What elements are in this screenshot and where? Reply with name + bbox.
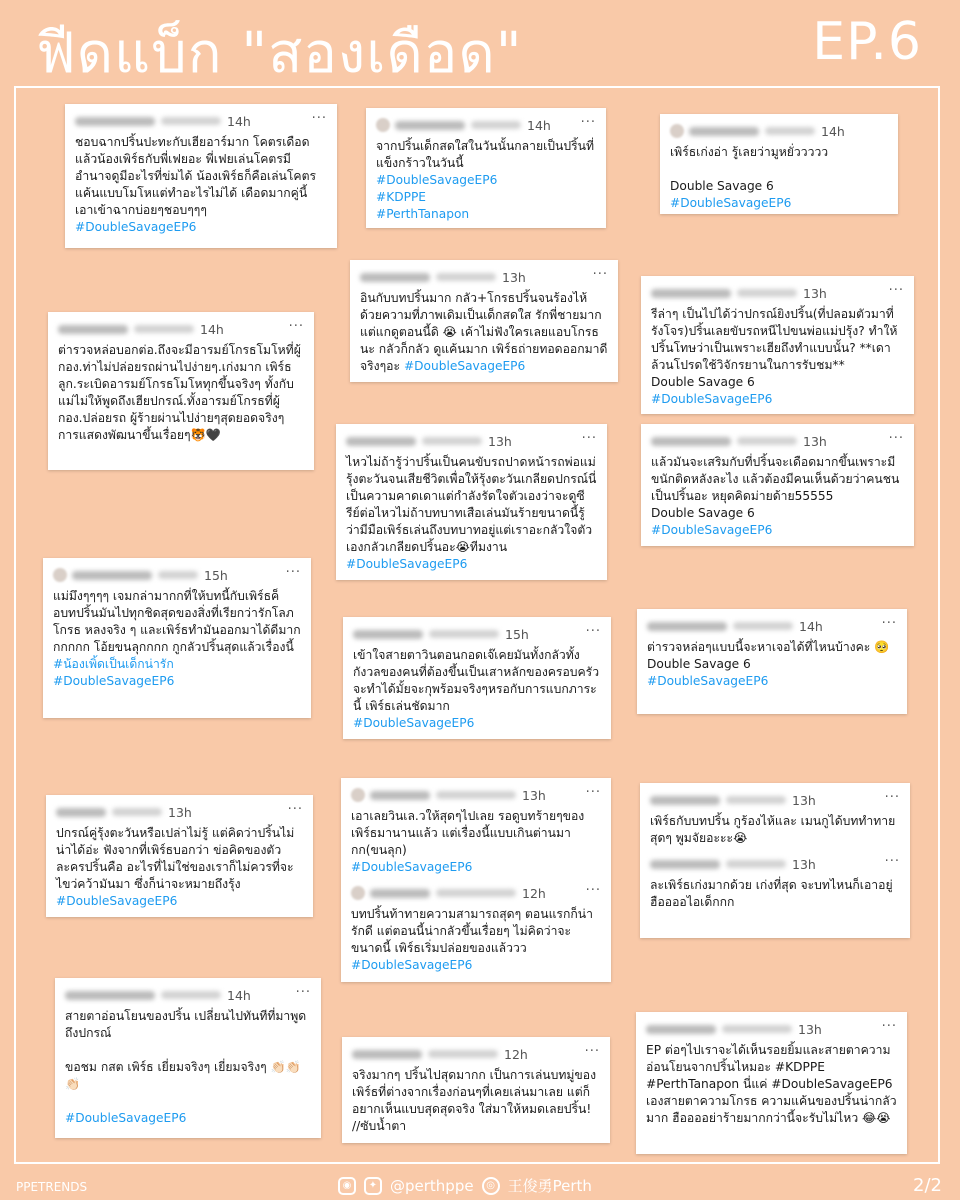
episode-label: EP.6 <box>812 12 922 72</box>
avatar <box>670 124 684 138</box>
tweet-header <box>646 1020 897 1038</box>
source-label: PPETRENDS <box>16 1180 88 1194</box>
tweet-card[interactable] <box>343 617 611 739</box>
blurred-username <box>65 991 155 1000</box>
tweet-text: แม่มึงๆๆๆๆ เจมกล่ามากกที่ให้บทนี้กับเพิร์ธค็อบทปริ้นมันไปทุกชิดสุดของสิ่งที่เรียกว่ารักโลภ โกรธ หลงจริง ๆ และเพิร์ธทำมันออกมาได้ดีมากกกกกก โอ้ยขนลุกกกก กูกลัวปริ้นสุดแล้วเรื่องนี้ <box>53 589 301 654</box>
tweet-text: เข้าใจสายตาวินตอนกอดเจ๊เคยมันทั้งกลัวทั้งกังวลของคนที่ต้องขึ้นเป็นเสาหลักของครอบครัว จะทำได้มั้ยจะกุพร้อมจริงๆหรอกับการแบกภาระนี้ เพิร์ธเล่นชัดมาก <box>353 648 600 713</box>
blurred-handle <box>737 437 797 445</box>
tweet-text: จริงมากๆ ปริ้นไปสุดมากก เป็นการเล่นบทมู่ของเพิร์ธที่ต่างจากเรื่องก่อนๆที่เคยเล่นมาเลย แต่ก็อยากเห็นแบบสุดสุดจริง ใส่มาให้หมดเลยปริ้น! //ซับน้ำตา <box>352 1068 597 1133</box>
tweet-hashtags[interactable]: #DoubleSavageEP6 <box>346 557 468 571</box>
tweet-header <box>53 566 301 584</box>
tweet-text: ปกรณ์คู่รุ้งตะวันหรือเปล่าไม่รู้ แต่คิดว่าปริ้นไม่น่าได้อ่ะ ฟังจากที่เพิร์ธบอกว่า ข่อคิดของตัวละครปริ้นคือ อะไรที่ไม่ใช่ของเราก็ไม่ควรที่จะไขว่คว้ามันมา ซึ่งก็น่าจะหมายถึงรุ้ง <box>56 826 295 891</box>
instagram-icon[interactable]: ◉ <box>338 1177 356 1195</box>
tweet-hashtags[interactable]: #DoubleSavageEP6 <box>403 359 526 373</box>
tweet-header <box>376 116 596 134</box>
tweet-time: 13h <box>803 285 827 301</box>
blurred-username <box>346 437 416 446</box>
tweet-card[interactable] <box>660 114 898 214</box>
tweet-time: 13h <box>522 787 546 803</box>
tweet-header <box>75 112 327 130</box>
blurred-handle <box>429 630 499 638</box>
blurred-handle <box>765 127 815 135</box>
blurred-username <box>352 1050 422 1059</box>
tweet-header <box>651 284 904 302</box>
blurred-handle <box>436 273 496 281</box>
more-options-icon[interactable]: ··· <box>311 111 327 126</box>
tweet-text: บทปริ้นท้าทายความสามารถสุดๆ ตอนแรกก็น่ารักดี แต่ตอนนี้น่ากลัวขึ้นเรื่อยๆ ไม่คิดว่าจะขนาดนี้ เพิร์ธเริ่มปล่อยของแล้ววว <box>351 907 593 955</box>
tweet-text: ละเพิร์ธเก่งมากด้วย เก่งที่สุด จะบทไหนก็เอาอยู่ ฮืออออไอเด็กกก <box>650 878 893 909</box>
tweet-card[interactable] <box>641 424 914 546</box>
tweet-time: 13h <box>168 804 192 820</box>
blurred-username <box>651 437 731 446</box>
tweet-card[interactable] <box>48 312 314 470</box>
tweet-card[interactable] <box>46 795 313 917</box>
more-options-icon[interactable]: ··· <box>585 624 601 639</box>
tweet-header <box>647 617 897 635</box>
blurred-handle <box>471 121 521 129</box>
tweet-time: 14h <box>821 123 845 139</box>
tweet-hashtags[interactable]: #DoubleSavageEP6 <box>56 894 178 908</box>
tweet-time: 13h <box>792 856 816 872</box>
more-options-icon[interactable]: ··· <box>581 431 597 446</box>
blurred-handle <box>428 1050 498 1058</box>
more-options-icon[interactable]: ··· <box>888 431 904 446</box>
avatar <box>53 568 67 582</box>
tweet-text: เพิร์ธกับบทปริ้น กูร้องไห้และ เมนกูได้บททำทายสุดๆ พูมจัยอะะะ😭 <box>650 814 896 845</box>
tweet-time: 14h <box>227 987 251 1003</box>
page-number: 2/2 <box>913 1175 942 1196</box>
more-options-icon[interactable]: ··· <box>584 1044 600 1059</box>
tweet-hashtags[interactable]: #DoubleSavageEP6 <box>353 716 475 730</box>
tweet-card[interactable] <box>43 558 311 718</box>
more-options-icon[interactable]: ··· <box>881 616 897 631</box>
tweet-card[interactable] <box>366 108 606 228</box>
tweet-hashtags[interactable]: #DoubleSavageEP6 <box>651 392 773 406</box>
tweet-time: 13h <box>502 269 526 285</box>
tweet-time: 13h <box>803 433 827 449</box>
blurred-username <box>650 860 720 869</box>
tweet-time: 13h <box>488 433 512 449</box>
blurred-username <box>360 273 430 282</box>
tweet-text: จากปริ้นเด็กสดใสในวันนั้นกลายเป็นปริ้นที่แข็งกร้าวในวันนี้ <box>376 139 595 170</box>
tweet-time: 14h <box>227 113 251 129</box>
avatar <box>351 788 365 802</box>
tweet-text: สายตาอ่อนโยนของปริ้น เปลี่ยนไปทันทีที่มาพูดถึงปกรณ์ ขอชม กสต เพิร์ธ เยี่ยมจริงๆ เยี่ยมจริงๆ 👏🏻👏🏻👏🏻 <box>65 1009 307 1091</box>
weibo-handle[interactable]: 王俊勇Perth <box>507 1177 592 1195</box>
tweet-header <box>650 855 900 873</box>
tweet-header <box>351 786 601 804</box>
tweet-hashtags[interactable]: #DoubleSavageEP6 <box>75 220 197 234</box>
weibo-icon[interactable]: ◎ <box>482 1177 500 1195</box>
blurred-username <box>647 622 727 631</box>
blurred-handle <box>733 622 793 630</box>
tweet-card[interactable] <box>640 783 910 938</box>
tweet-header <box>352 1045 600 1063</box>
tweet-card[interactable] <box>636 1012 907 1154</box>
tweet-card[interactable] <box>350 260 618 382</box>
tweet-text: รีล่าๆ เป็นไปได้ว่าปกรณ์ยิงปริ้น(ที่ปลอมตัวมาที่รังโจร)ปริ้นเลยขับรถหนีไปขนพ่อแม่ปรุ้ง? ทำให้ปริ้นโทษว่าเป็นเพราะเฮียถึงทำแบบนั้น? **เดาล้วนโปรดใช้วิจักรยานในการรับชม** Double Savage 6 <box>651 307 898 389</box>
tweet-text: ไหวไม่ถ้ารู้ว่าปริ้นเป็นคนขับรถปาดหน้ารถพ่อแม่รุ้งตะวันจนเสียชีวิตเพื่อให้รุ้งตะวันเกลียดปกรณ์นี่เป็นความคาดเดาแต่กำลังรัดใจตัวเองว่าจะดูซีรีย์ต่อไหวไม่ถ้าบทบาทเสือเล่นมันร้ายขนาดนี้รู้ว่ามีมือเพิร์ธเล่นถึงบทบาทอยู่แต่เราอะกลัวใจตัวเองกลัวเกลียดปริ้นอะ😭ทีมงาน <box>346 455 597 554</box>
page-title: ฟีดแบ็ก "สองเดือด" <box>36 21 523 86</box>
blurred-username <box>689 127 759 136</box>
blurred-handle <box>161 117 221 125</box>
tweet-hashtags[interactable]: #DoubleSavageEP6 <box>651 523 773 537</box>
tweet-header <box>351 884 601 902</box>
social-handles <box>338 1175 592 1196</box>
blurred-username <box>395 121 465 130</box>
blurred-username <box>72 571 152 580</box>
tweet-time: 14h <box>200 321 224 337</box>
blurred-username <box>646 1025 716 1034</box>
more-options-icon[interactable]: ··· <box>585 883 601 898</box>
tweet-header <box>56 803 303 821</box>
more-options-icon[interactable]: ··· <box>585 785 601 800</box>
tweet-header <box>670 122 888 140</box>
tweet-text: ต่ารวจหล่อๆแบบนี้จะหาเจอได้ที่ไหนบ้างคะ 🥺 Double Savage 6 <box>647 640 890 671</box>
blurred-handle <box>737 289 797 297</box>
blurred-username <box>650 796 720 805</box>
more-options-icon[interactable]: ··· <box>592 267 608 282</box>
avatar <box>376 118 390 132</box>
blurred-handle <box>436 889 516 897</box>
tweet-card[interactable] <box>341 778 611 982</box>
more-options-icon[interactable]: ··· <box>884 790 900 805</box>
tweet-card[interactable] <box>342 1037 610 1143</box>
tweet-hashtags[interactable]: #DoubleSavageEP6 <box>65 1111 187 1125</box>
tweet-time: 14h <box>799 618 823 634</box>
more-options-icon[interactable]: ··· <box>285 565 301 580</box>
more-options-icon[interactable]: ··· <box>884 854 900 869</box>
blurred-handle <box>112 808 162 816</box>
tweet-header <box>360 268 608 286</box>
tweet-time: 12h <box>504 1046 528 1062</box>
more-options-icon[interactable]: ··· <box>295 985 311 1000</box>
tweet-hashtags[interactable]: #DoubleSavageEP6 #KDPPE #PerthTanapon <box>376 173 498 221</box>
twitter-handle[interactable]: @perthppe <box>390 1176 474 1195</box>
tweet-time: 13h <box>792 792 816 808</box>
tweet-header <box>58 320 304 338</box>
blurred-username <box>370 791 430 800</box>
tweet-time: 15h <box>505 626 529 642</box>
tweet-header <box>650 791 900 809</box>
tweet-card[interactable] <box>637 609 907 714</box>
tweet-text: เพิร์ธเก่งอ่า รู้เลยว่ามูหยั่ววววว Double Savage 6 <box>670 145 829 193</box>
blurred-username <box>75 117 155 126</box>
tweet-text: แล้วมันจะเสริมกับที่ปริ้นจะเดือดมากขึ้นเพราะมีขนักติดหลังละไง แล้วต้องมีคนเห็นด้วยว่าคนชนเป็นปริ้นอะ หยุดคิดม่ายด้าย55555 Double Savage 6 <box>651 455 900 520</box>
tweet-header <box>346 432 597 450</box>
more-options-icon[interactable]: ··· <box>888 283 904 298</box>
tweet-card[interactable] <box>336 424 607 580</box>
more-options-icon[interactable]: ··· <box>580 115 596 130</box>
tweet-hashtags[interactable]: #DoubleSavageEP6 <box>351 860 473 874</box>
tweet-text: อินกับบทปริ้นมาก กลัว+โกรธปริ้นจนร้องไห้ ด้วยความที่ภาพเดิมเป็นเด็กสดใส รักพี่ชายมาก แต่แกดูตอนนี้ดิ 😭 เค้าไม่ฟังใครเลยแอบโกรธนะ กลัวก็กลัว ดูแค้นมาก เพิร์ธถ่ายทอดออกมาดีจริงๆอะ #DoubleSavageEP6 <box>360 291 608 373</box>
blurred-handle <box>726 796 786 804</box>
tweet-card[interactable] <box>65 104 337 248</box>
twitter-icon[interactable]: ✦ <box>364 1177 382 1195</box>
tweet-time: 15h <box>204 567 228 583</box>
tweet-header <box>651 432 904 450</box>
tweet-hashtags[interactable]: #DoubleSavageEP6 <box>647 674 769 688</box>
tweet-time: 13h <box>798 1021 822 1037</box>
tweet-time: 14h <box>527 117 551 133</box>
more-options-icon[interactable]: ··· <box>288 319 304 334</box>
blurred-handle <box>422 437 482 445</box>
tweet-text: เอาเลยวินเล.วให้สุดๆไปเลย รอดูบทร้ายๆของเพิร์ธมานานแล้ว แต่เรื่องนี้แบบเกินต่านมากก(ขนลุก) <box>351 809 585 857</box>
tweet-hashtags[interactable]: #น้องเพิ้ดเป็นเด็กน่ารัก #DoubleSavageEP6 <box>53 657 175 688</box>
avatar <box>351 886 365 900</box>
tweet-header <box>65 986 311 1004</box>
tweet-text: ต่ารวจหล่อบอกต่อ.ถึงจะมีอารมย์โกรธโมโหที่ผู้กอง.ท่าไม่ปล่อยรถผ่านไปง่ายๆ.เก่งมาก เพิร์ธลูก.ระเบิดอารมย์โกรธโมโหทุกขึ้นจริงๆ ทั้งกับแม่ไม่ให้พูดถึงเฮียปกรณ์.ทั้งอารมย์โกรธที่ผู้กอง.ปล่อยรถ ผู้ร้ายผ่านไปง่ายๆสุดยอดจริงๆการแสดงพัฒนาขึ้นเรื่อยๆ🐯🖤 <box>58 343 301 442</box>
blurred-handle <box>158 571 198 579</box>
blurred-username <box>370 889 430 898</box>
blurred-handle <box>726 860 786 868</box>
tweet-card[interactable] <box>55 978 321 1138</box>
blurred-username <box>58 325 128 334</box>
tweet-text: EP ต่อๆไปเราจะได้เห็นรอยยิ้มและสายตาความอ่อนโยนจากปริ้นไหมอะ #KDPPE #PerthTanapon นี่แค่ #DoubleSavageEP6 เองสายตาความโกรธ ความแค้นของปริ้นน่ากลัวมาก ฮืออออย่าร้ายมากกว่านี้จะรับไม่ไหว 😂😭 <box>646 1043 897 1125</box>
blurred-username <box>353 630 423 639</box>
tweet-text: ชอบฉากปริ้นปะทะกับเฮียอาร์มาก โคตรเดือด แล้วน้องเพิร์ธกับพี่เฟยอะ พี่เฟยเล่นโคตรมีอำนาจดูมีอะไรที่ข่มได้ น้องเพิร์ธก็คือเล่นโคตรแค้นแบบโมโหแต่ทำอะไรไม่ได้ เดือดมากคู่นี้ เอาเข้าฉากบ่อยๆชอบๆๆๆ <box>75 135 317 217</box>
blurred-handle <box>161 991 221 999</box>
tweet-hashtags[interactable]: #DoubleSavageEP6 <box>351 958 473 972</box>
tweet-header <box>353 625 601 643</box>
blurred-username <box>651 289 731 298</box>
tweet-card[interactable] <box>641 276 914 414</box>
blurred-handle <box>722 1025 792 1033</box>
more-options-icon[interactable]: ··· <box>881 1019 897 1034</box>
blurred-handle <box>134 325 194 333</box>
tweet-hashtags[interactable]: #DoubleSavageEP6 <box>670 196 792 210</box>
blurred-handle <box>436 791 516 799</box>
blurred-username <box>56 808 106 817</box>
tweet-time: 12h <box>522 885 546 901</box>
more-options-icon[interactable]: ··· <box>287 802 303 817</box>
